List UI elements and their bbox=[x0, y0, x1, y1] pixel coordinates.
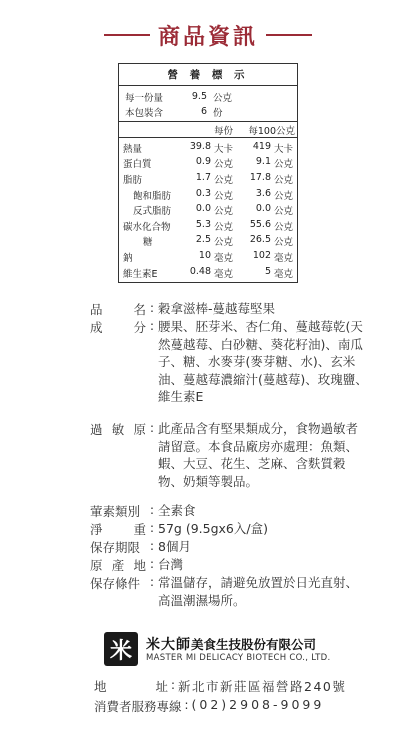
allergen-label: 過 敏 原 bbox=[90, 422, 146, 437]
nutrient-unit-100g: 公克 bbox=[274, 206, 294, 218]
nutrient-unit-serving: 毫克 bbox=[214, 252, 234, 264]
storage-label: 保存條件 bbox=[90, 576, 141, 591]
company-name-en: MASTER MI DELICACY BIOTECH CO., LTD. bbox=[146, 653, 331, 663]
shelf-life-label: 保存期限 bbox=[90, 540, 141, 555]
company-name-rest: 美食生技股份有限公司 bbox=[191, 637, 317, 652]
product-name-label: 品 名 bbox=[90, 302, 146, 317]
page-title: 商品資訊 bbox=[157, 23, 258, 50]
product-name: 穀拿滋棒-蔓越莓堅果 bbox=[158, 301, 276, 316]
nutrient-value-serving: 0.3 bbox=[195, 187, 211, 199]
nutrient-name: 飽和脂肪 bbox=[133, 190, 172, 202]
nutrient-value-serving: 0.48 bbox=[189, 265, 211, 277]
nutrient-unit-serving: 公克 bbox=[214, 221, 234, 233]
nutrient-value-serving: 0.0 bbox=[195, 203, 211, 215]
ingredients: 腰果、胚芽米、杏仁角、蔓越莓乾(天然蔓越莓、白砂糖、葵花籽油)、南瓜子、糖、水麥芽(麥芽糖、水)、玄米油、蔓越莓濃縮汁(蔓越莓)、玫瑰鹽、維生素E bbox=[158, 319, 368, 404]
nutrient-value-100g: 0.0 bbox=[255, 203, 271, 215]
nutrient-value-serving: 0.9 bbox=[195, 156, 211, 168]
table-row bbox=[119, 187, 297, 203]
nutrient-value-100g: 55.6 bbox=[249, 218, 271, 230]
table-row bbox=[119, 202, 297, 218]
per-serving-header: 每份 bbox=[213, 125, 233, 137]
shelf-life: 8個月 bbox=[158, 539, 191, 554]
nutrient-value-100g: 17.8 bbox=[249, 171, 271, 183]
nutrient-value-serving: 1.7 bbox=[195, 171, 211, 183]
net-weight-row: 淨 重 : 57g (9.5gx6入/盒) bbox=[90, 520, 368, 538]
nutrient-unit-serving: 大卡 bbox=[214, 143, 234, 155]
nutrient-value-serving: 39.8 bbox=[189, 140, 211, 152]
allergen: 此產品含有堅果類成分，食物過敏者請留意。本食品廠房亦處理：魚類、蝦、大豆、花生、芝麻、含麩質穀物、奶類等製品。 bbox=[158, 421, 359, 489]
nutrient-unit-100g: 公克 bbox=[274, 159, 294, 171]
nutrition-heading: 營 養 標 示 bbox=[119, 64, 297, 86]
hotline: (02)2908-9099 bbox=[191, 697, 325, 712]
title-rule-right bbox=[266, 34, 312, 36]
company-brand: 米大師 bbox=[146, 637, 191, 653]
nutrient-unit-serving: 公克 bbox=[214, 190, 234, 202]
table-row bbox=[119, 140, 297, 156]
nutrient-name: 蛋白質 bbox=[123, 159, 152, 171]
nutrient-name: 鈉 bbox=[123, 252, 133, 264]
nutrient-name: 熱量 bbox=[123, 143, 143, 155]
company-name bbox=[146, 634, 316, 654]
servings-label: 本包裝含 bbox=[125, 107, 164, 119]
nutrient-value-serving: 5.3 bbox=[195, 218, 211, 230]
nutrient-unit-100g: 公克 bbox=[274, 237, 294, 249]
nutrient-name: 碳水化合物 bbox=[123, 221, 171, 233]
storage: 常溫儲存，請避免放置於日光直射、高溫潮濕場所。 bbox=[158, 575, 359, 608]
origin: 台灣 bbox=[158, 557, 184, 572]
nutrient-unit-100g: 大卡 bbox=[274, 143, 294, 155]
title-rule-left bbox=[104, 34, 150, 36]
address: 新北市新莊區福營路240號 bbox=[178, 679, 347, 694]
nutrient-name: 維生素E bbox=[123, 268, 158, 280]
nutrient-value-100g: 9.1 bbox=[255, 156, 271, 168]
ingredients-label: 成 分 bbox=[90, 320, 146, 335]
net-weight: 57g (9.5gx6入/盒) bbox=[158, 521, 268, 536]
servings-unit: 份 bbox=[213, 107, 223, 119]
nutrient-unit-serving: 公克 bbox=[214, 237, 234, 249]
nutrition-rows bbox=[119, 138, 297, 280]
origin-row: 原 產 地 : 台灣 bbox=[90, 556, 368, 574]
shelf-life-row: 保存期限 : 8個月 bbox=[90, 538, 368, 556]
address-row: 地 址 : 新北市新莊區福營路240號 bbox=[94, 677, 347, 694]
table-row bbox=[119, 156, 297, 172]
table-row bbox=[119, 249, 297, 265]
nutrient-unit-100g: 公克 bbox=[274, 174, 294, 186]
net-weight-label: 淨 重 bbox=[90, 522, 146, 537]
diet-label: 葷素類別 bbox=[90, 504, 141, 519]
table-row bbox=[119, 218, 297, 234]
nutrition-column-header bbox=[119, 122, 297, 138]
section-title bbox=[0, 20, 416, 50]
nutrient-name: 反式脂肪 bbox=[133, 206, 172, 218]
servings-row bbox=[125, 104, 297, 119]
nutrient-unit-serving: 公克 bbox=[214, 159, 234, 171]
nutrient-unit-100g: 毫克 bbox=[274, 268, 294, 280]
nutrient-value-serving: 2.5 bbox=[195, 234, 211, 246]
nutrient-value-100g: 419 bbox=[252, 140, 271, 152]
serving-size-unit: 公克 bbox=[213, 92, 233, 104]
nutrient-value-serving: 10 bbox=[198, 249, 211, 261]
table-row bbox=[119, 171, 297, 187]
nutrient-unit-serving: 毫克 bbox=[214, 268, 234, 280]
hotline-label: 消費者服務專線 bbox=[94, 699, 182, 714]
per-100g-header: 每100公克 bbox=[248, 125, 295, 137]
storage-row: 保存條件 : 常溫儲存，請避免放置於日光直射、高溫潮濕場所。 bbox=[90, 574, 368, 609]
address-label: 地 址 bbox=[94, 679, 168, 694]
table-row bbox=[119, 265, 297, 281]
nutrient-unit-serving: 公克 bbox=[214, 206, 234, 218]
allergen-row: 過 敏 原 : 此產品含有堅果類成分，食物過敏者請留意。本食品廠房亦處理：魚類、蝦、大豆、花生、芝麻、含麩質穀物、奶類等製品。 bbox=[90, 420, 368, 490]
nutrient-value-100g: 5 bbox=[264, 265, 271, 277]
table-row bbox=[119, 234, 297, 250]
nutrient-unit-100g: 公克 bbox=[274, 190, 294, 202]
product-name-row: 品 名 : 穀拿滋棒-蔓越莓堅果 bbox=[90, 300, 368, 318]
nutrient-name: 糖 bbox=[143, 237, 153, 249]
nutrient-name: 脂肪 bbox=[123, 174, 143, 186]
nutrient-value-100g: 102 bbox=[252, 249, 271, 261]
serving-size-value: 9.5 bbox=[191, 91, 207, 102]
nutrient-unit-100g: 毫克 bbox=[274, 252, 294, 264]
nutrient-value-100g: 26.5 bbox=[249, 234, 271, 246]
diet: 全素食 bbox=[158, 503, 196, 518]
serving-size-label: 每一份量 bbox=[125, 92, 164, 104]
nutrient-unit-serving: 公克 bbox=[214, 174, 234, 186]
diet-row: 葷素類別 : 全素食 bbox=[90, 502, 368, 520]
origin-label: 原 產 地 bbox=[90, 558, 146, 573]
nutrient-unit-100g: 公克 bbox=[274, 221, 294, 233]
servings-value: 6 bbox=[200, 106, 207, 117]
company-logo: 米 bbox=[104, 632, 138, 666]
nutrient-value-100g: 3.6 bbox=[255, 187, 271, 199]
hotline-row: 消費者服務專線 : (02)2908-9099 bbox=[94, 697, 325, 714]
serving-size-row bbox=[125, 89, 297, 104]
serving-info bbox=[119, 86, 297, 122]
ingredients-row: 成 分 : 腰果、胚芽米、杏仁角、蔓越莓乾(天然蔓越莓、白砂糖、葵花籽油)、南瓜子、糖、水麥芽(麥芽糖、水)、玄米油、蔓越莓濃縮汁(蔓越莓)、玫瑰鹽、維生素E bbox=[90, 318, 368, 404]
nutrition-table bbox=[118, 63, 298, 283]
